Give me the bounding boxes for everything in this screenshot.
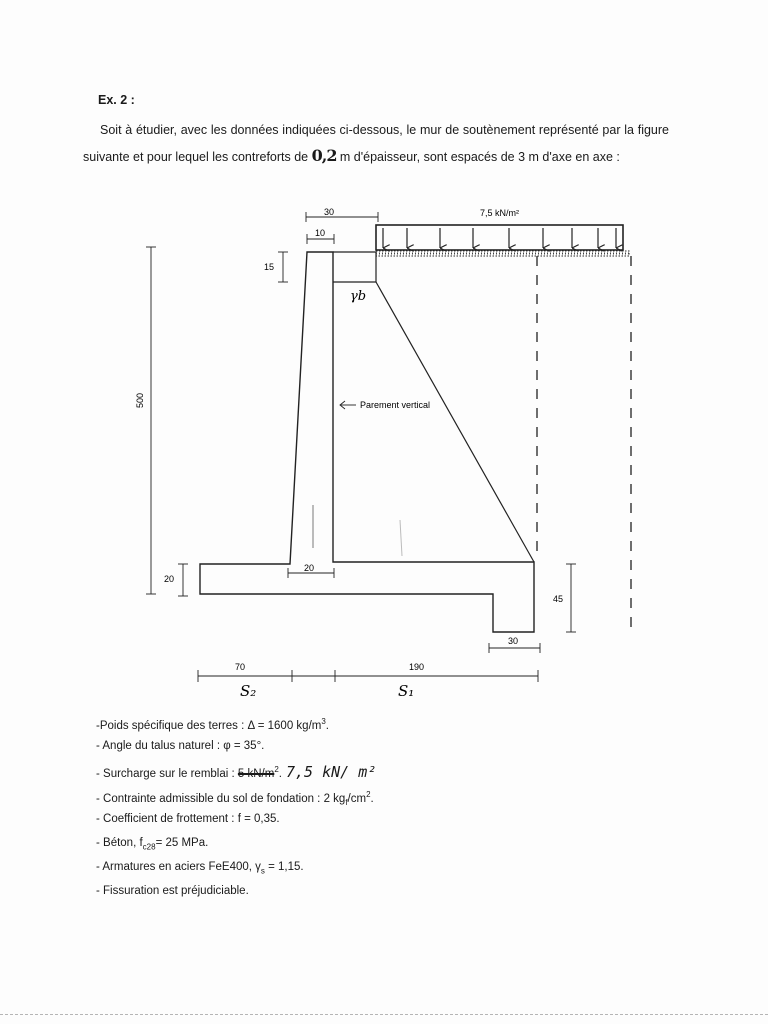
dim-heel-depth: 45 [553,594,564,604]
handwritten-thickness-value: 0,2 [311,146,337,165]
handwritten-annotation-gamma: γb [350,289,367,304]
dim-top-width: 30 [324,207,335,217]
dim-slab-thickness: 20 [164,574,175,584]
data-item-concrete: - Béton, $f_{c28}= 25$ MPa. [96,836,209,852]
dim-stem-base: 20 [304,563,315,573]
data-item-friction-angle: - Angle du talus naturel : φ = 35°. [96,740,265,753]
dim-wall-height: 500 [135,392,145,408]
surcharge-label: 7,5 kN/m² [480,208,520,218]
exercise-title: Ex. 2 : [98,93,135,107]
struck-value: 5 kN/m [237,768,275,781]
parement-vertical-label: Parement vertical [360,400,431,410]
data-item-friction-coefficient: - Coefficient de frottement : f = 0,35. [96,812,280,825]
dim-crest-width: 10 [315,228,326,238]
data-item-steel: - Armatures en aciers FeE400, $\gamma_s = 1,15$. [96,861,304,876]
buttress-diagonal [376,282,534,562]
statement-part-2: m d'épaisseur, sont espacés de 3 m d'axe en axe : [336,150,620,164]
handwritten-annotation-s1: S₁ [398,682,415,700]
wall-outline [200,252,534,632]
dim-toe-length: 70 [235,662,246,672]
data-item-surcharge: - Surcharge sur le remblai : 5 $kN/m^2$. 7,5 kN/ m² [96,763,377,782]
statement-part-1: Soit à étudier, avec les données indiquées ci-dessous, le mur de soutènement représenté par la figure suivante et pour lequel les contreforts de [83,123,669,164]
data-item-cracking: - Fissuration est préjudiciable. [96,885,249,898]
dim-heel-length: 190 [409,662,425,672]
data-item-soil-bearing: - Contrainte admissible du sol de fondation : 2 $kg_f/cm^2$. [96,789,374,807]
surcharge-arrows [383,228,616,248]
page-bottom-rule [0,1014,768,1015]
dim-crest-height: 15 [264,262,275,272]
crest-step [333,252,376,282]
surcharge-load-block [376,225,623,250]
faint-mark [400,520,402,556]
handwritten-annotation-s2: S₂ [240,682,257,700]
dim-heel-width: 30 [508,636,519,646]
given-data-list [96,710,376,904]
data-item-soil-weight: -Poids spécifique des terres : Δ = 1600 $kg/m^3$. [96,717,329,732]
handwritten-correction: 7,5 kN/ m² [285,763,377,782]
